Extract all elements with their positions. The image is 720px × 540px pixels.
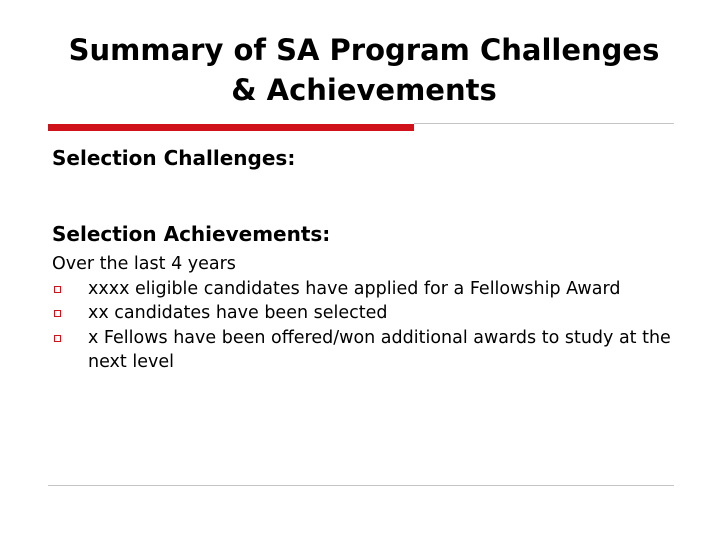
achievements-body <box>52 252 672 375</box>
bullet-text: xxxx eligible candidates have applied for a Fellowship Award <box>88 278 621 299</box>
achievements-list <box>52 277 672 375</box>
title-accent-bar <box>48 124 414 131</box>
title-line-2: & Achievements <box>231 73 497 107</box>
hollow-square-bullet-icon <box>54 310 61 317</box>
intro-text: Over the last 4 years <box>52 254 236 274</box>
list-item <box>52 326 672 375</box>
title-accent-rule <box>414 123 674 124</box>
slide-title <box>48 30 680 110</box>
hollow-square-bullet-icon <box>54 286 61 293</box>
footer-rule <box>48 485 674 486</box>
list-item <box>52 277 672 302</box>
selection-achievements-heading: Selection Achievements: <box>52 222 331 246</box>
selection-challenges-heading: Selection Challenges: <box>52 146 296 170</box>
bullet-text: xx candidates have been selected <box>88 303 388 323</box>
hollow-square-bullet-icon <box>54 335 61 342</box>
bullet-text: x Fellows have been offered/won additional awards to study at the next level <box>88 327 671 372</box>
title-line-1: Summary of SA Program Challenges <box>68 33 660 67</box>
list-item <box>52 301 672 326</box>
